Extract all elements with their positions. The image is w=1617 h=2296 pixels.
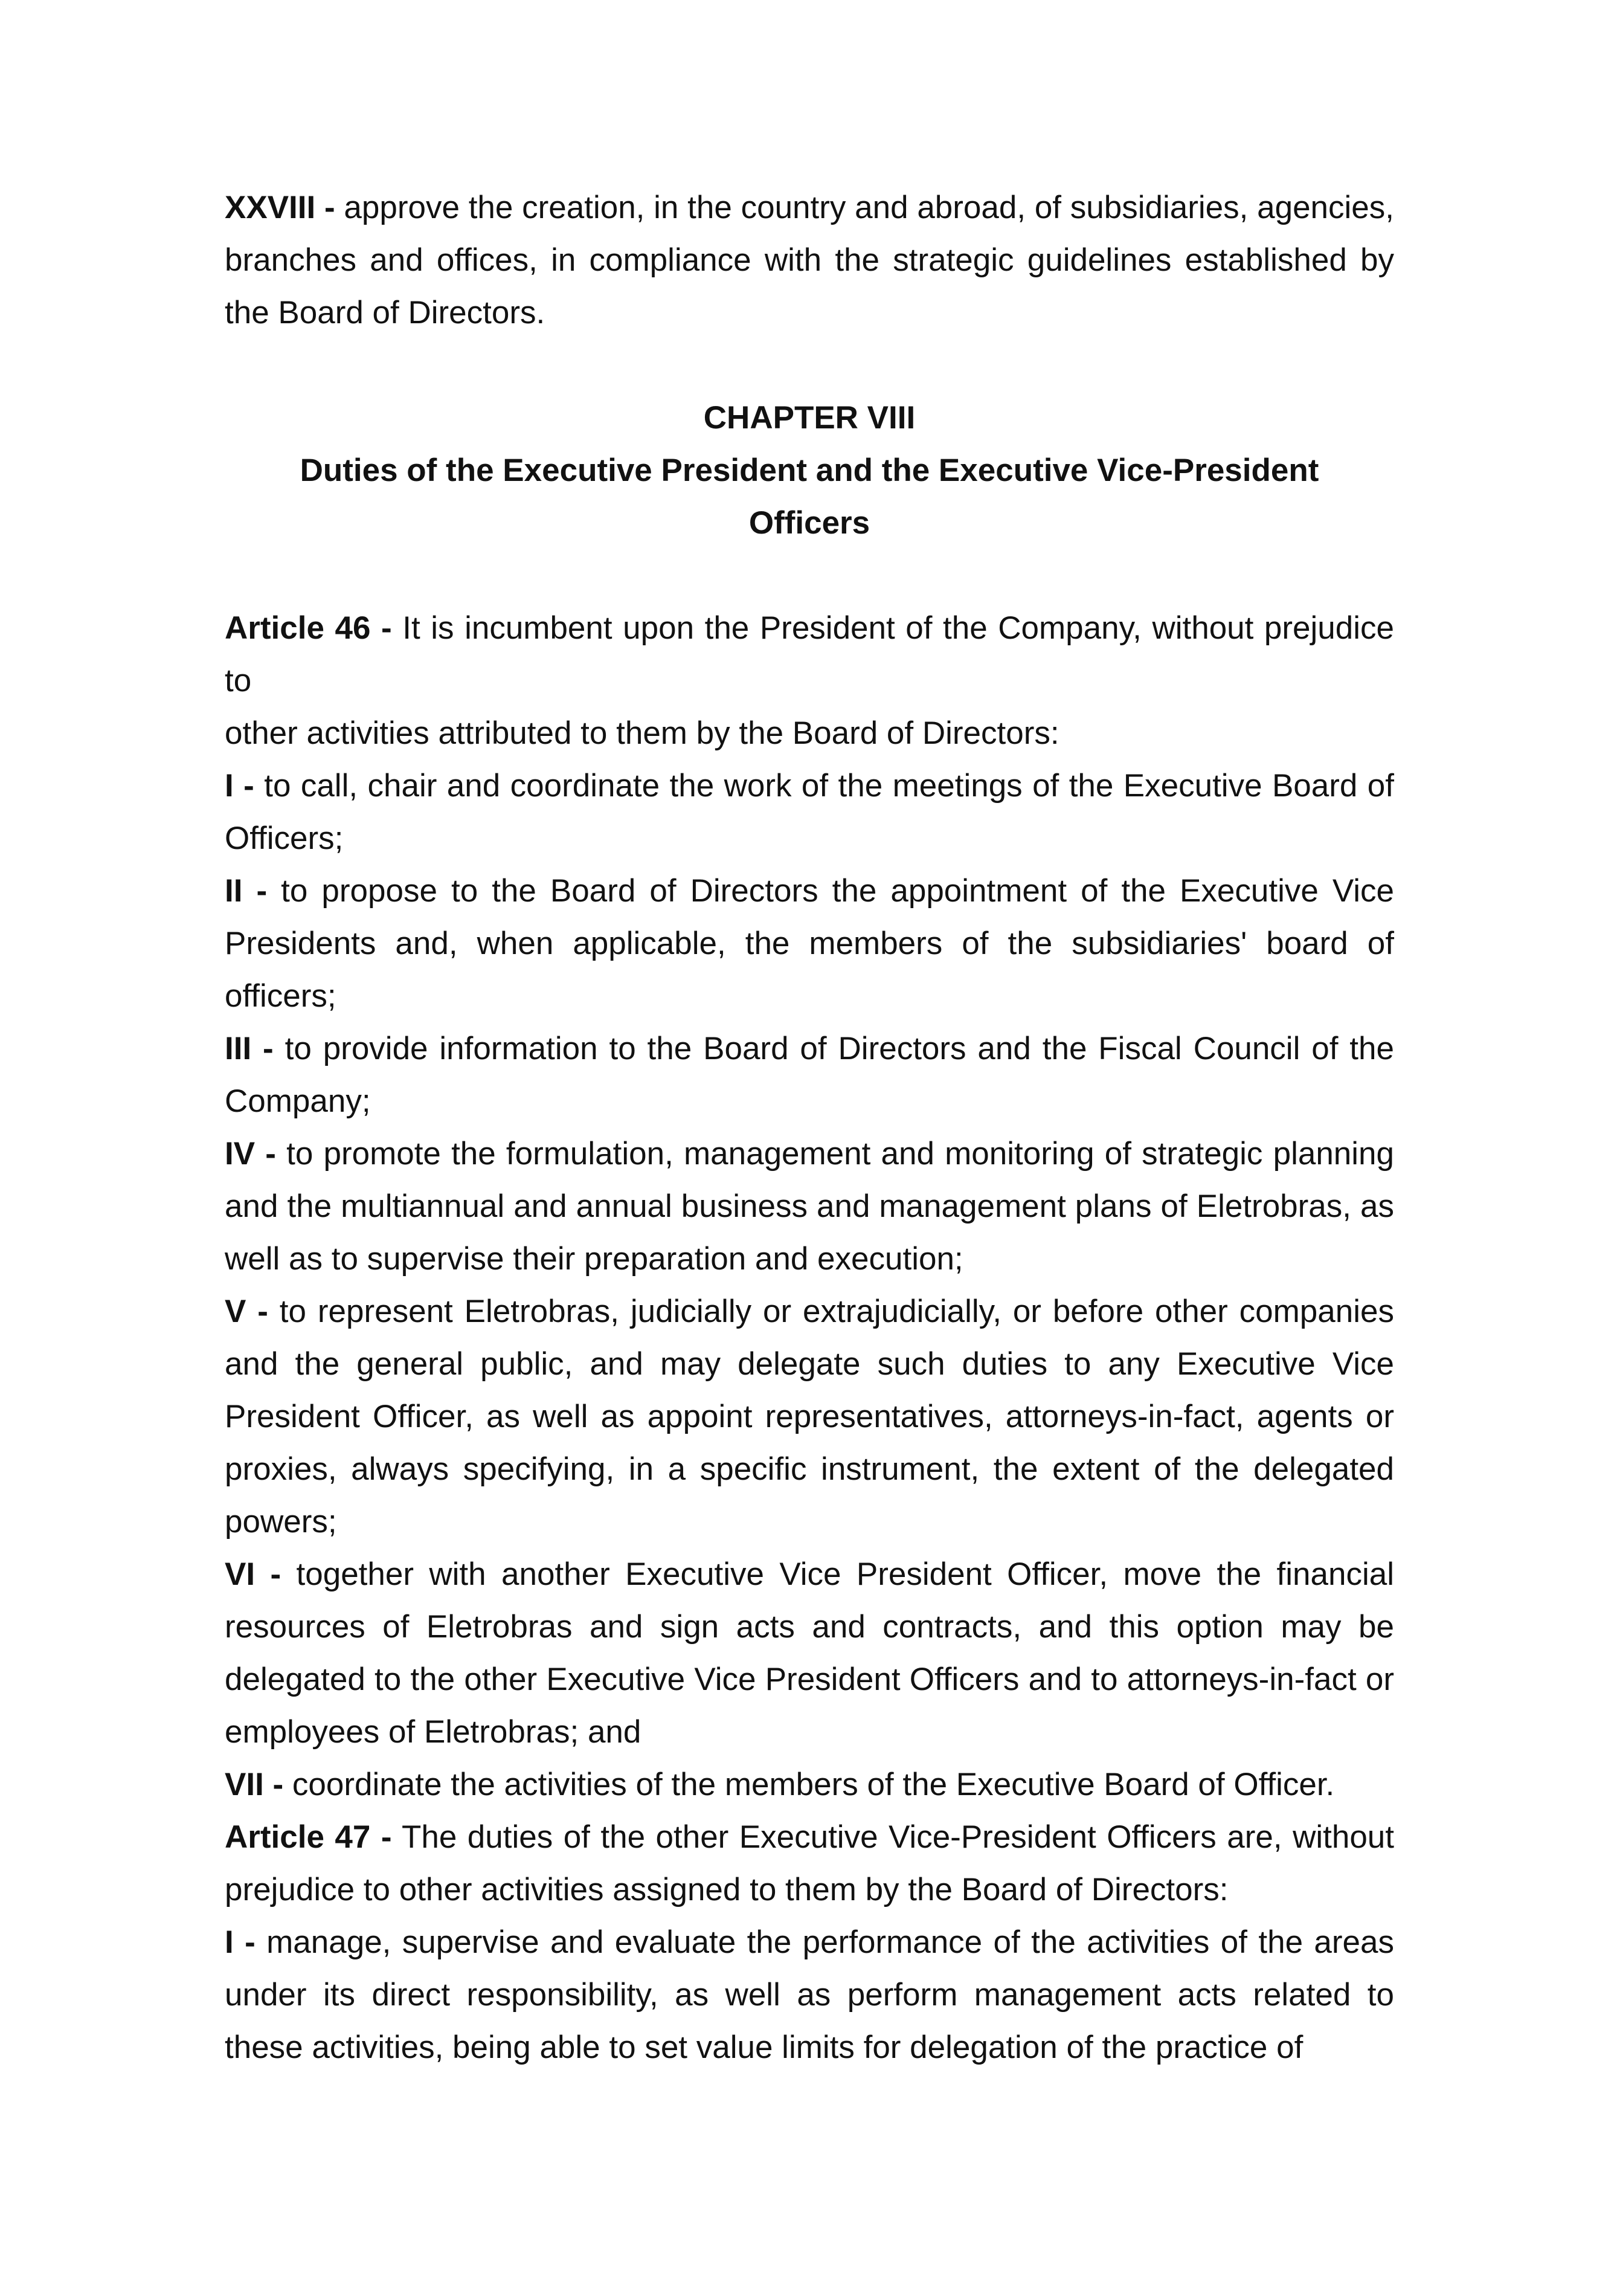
- article-label: Article 47 -: [225, 1819, 392, 1855]
- document-page: [225, 181, 1394, 2074]
- chapter-number: CHAPTER VIII: [703, 400, 916, 436]
- article-intro-text: It is incumbent upon the President of the Company, without prejudice to: [225, 610, 1395, 698]
- item-label: II -: [225, 873, 268, 909]
- article-47-item-i: [225, 1916, 1394, 2074]
- article-46-item-iv: [225, 1127, 1394, 1285]
- item-text: to propose to the Board of Directors the appointment of the Executive Vice Presidents and, when applicable, the members of the subsidiaries' board of officers;: [225, 873, 1394, 1014]
- item-text: to call, chair and coordinate the work of the meetings of the Executive Board of Officers;: [225, 768, 1394, 856]
- article-46-intro-cont: other activities attributed to them by the Board of Directors:: [225, 715, 1059, 751]
- article-intro-text: The duties of the other Executive Vice-President Officers are, without prejudice to other activities assigned to them by the Board of Directors:: [225, 1819, 1394, 1907]
- item-text: manage, supervise and evaluate the performance of the activities of the areas under its direct responsibility, as well as perform management acts related to these activities, being able to set value limits for delegation of the practice of: [225, 1924, 1394, 2065]
- item-label: IV -: [225, 1136, 276, 1172]
- item-text: approve the creation, in the country and abroad, of subsidiaries, agencies, branches and offices, in compliance with the strategic guidelines established by the Board of Directors.: [225, 190, 1395, 331]
- item-label: I -: [225, 1924, 256, 1960]
- article-46-item-vii: [225, 1758, 1394, 1811]
- item-text: coordinate the activities of the members of the Executive Board of Officer.: [292, 1767, 1335, 1802]
- item-label: V -: [225, 1294, 268, 1329]
- article-47-intro: [225, 1811, 1394, 1916]
- article-46-item-v: [225, 1285, 1394, 1548]
- item-xxviii: [225, 181, 1394, 339]
- item-text: to promote the formulation, management and monitoring of strategic planning and the multiannual and annual business and management plans of Eletrobras, as well as to supervise their preparation and execution;: [225, 1136, 1395, 1277]
- item-text: together with another Executive Vice President Officer, move the financial resources of Eletrobras and sign acts and contracts, and this option may be delegated to the other Executive Vice President Officers and to attorneys-in-fact or employees of Eletrobras; and: [225, 1556, 1394, 1750]
- item-label: I -: [225, 768, 254, 804]
- item-label: VI -: [225, 1556, 281, 1592]
- article-46-item-i: [225, 759, 1394, 865]
- item-label: VII -: [225, 1767, 284, 1802]
- item-text: to provide information to the Board of Directors and the Fiscal Council of the Company;: [225, 1031, 1394, 1119]
- article-label: Article 46 -: [225, 610, 392, 646]
- item-text: to represent Eletrobras, judicially or extrajudicially, or before other companies and the general public, and may delegate such duties to any Executive Vice President Officer, as well as appoint representatives, attorneys-in-fact, agents or proxies, always specifying, in a specific instrument, the extent of the delegated powers;: [225, 1294, 1394, 1540]
- article-46-intro: [225, 602, 1394, 707]
- article-46-item-iii: [225, 1022, 1394, 1127]
- item-label: III -: [225, 1031, 274, 1066]
- article-46-item-vi: [225, 1548, 1394, 1758]
- item-label: XXVIII -: [225, 190, 335, 225]
- chapter-title-line2: Officers: [748, 505, 870, 541]
- chapter-title-line1: Duties of the Executive President and the Executive Vice-President: [300, 453, 1319, 488]
- article-46-item-ii: [225, 865, 1394, 1022]
